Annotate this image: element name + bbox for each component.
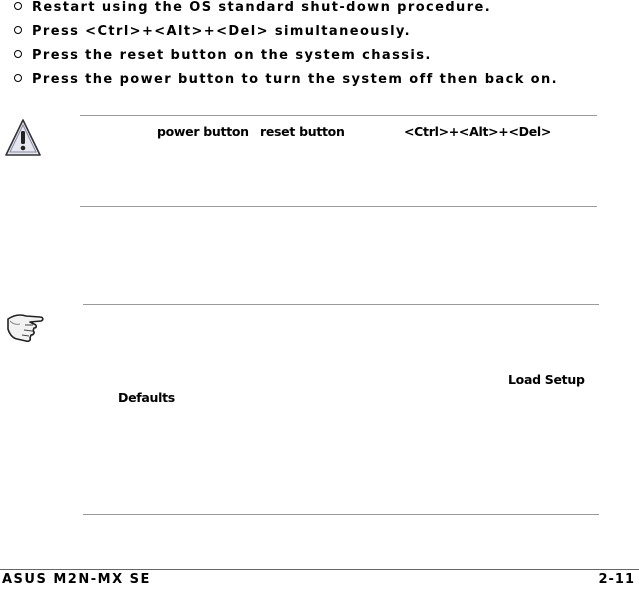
list-item: Restart using the OS standard shut-down procedure. [14, 0, 491, 20]
bullet-circle-icon [14, 26, 22, 34]
tip-bottom-divider [83, 514, 599, 515]
tip-top-divider [83, 304, 599, 305]
defaults-term: Defaults [118, 390, 175, 405]
footer-product-name: ASUS M2N-MX SE [2, 572, 151, 587]
caution-bottom-divider [80, 206, 597, 207]
footer-divider [0, 569, 639, 570]
warning-triangle-icon [4, 118, 42, 158]
pointing-hand-icon [4, 305, 48, 345]
reset-button-term: reset button [260, 124, 345, 139]
caution-top-divider [80, 115, 597, 116]
ctrl-alt-del-term: <Ctrl>+<Alt>+<Del> [404, 124, 552, 139]
bullet-circle-icon [14, 50, 22, 58]
power-button-term: power button [157, 124, 249, 139]
list-item: Press the reset button on the system chassis. [14, 48, 432, 68]
bullet-circle-icon [14, 74, 22, 82]
list-item: Press <Ctrl>+<Alt>+<Del> simultaneously. [14, 24, 411, 44]
list-item: Press the power button to turn the system off then back on. [14, 72, 558, 92]
bullet-circle-icon [14, 2, 22, 10]
load-setup-term: Load Setup [508, 372, 585, 387]
footer-page-number: 2-11 [598, 572, 635, 587]
